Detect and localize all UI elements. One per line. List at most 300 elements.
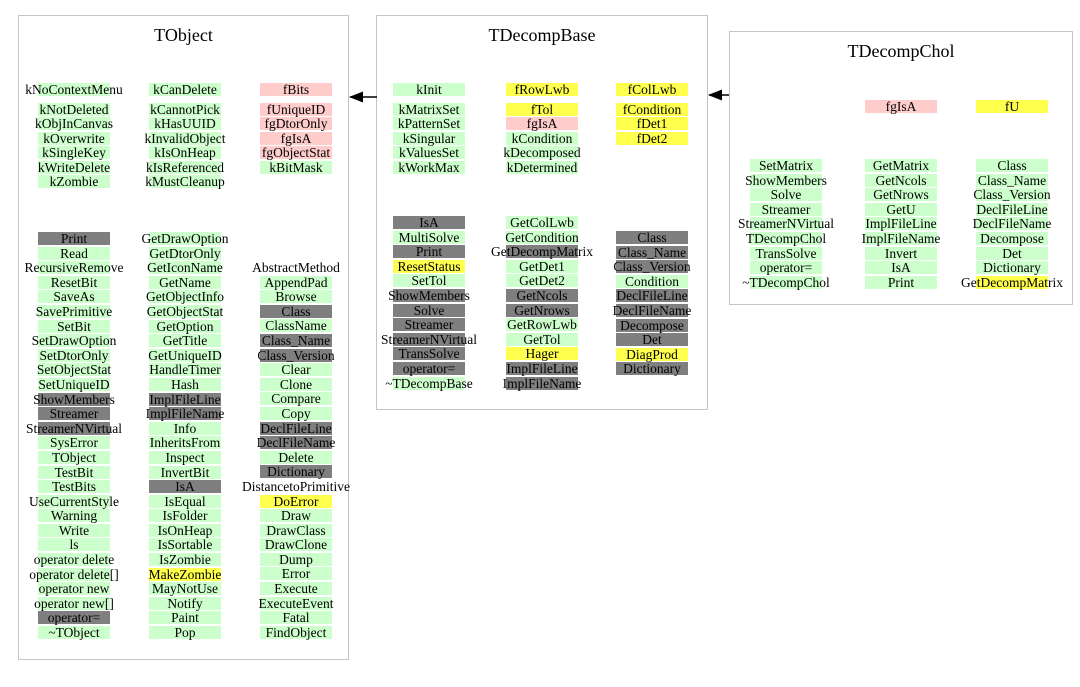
member-cell-label: fTol (530, 101, 554, 117)
method-cell[interactable] (38, 407, 110, 420)
member-cell[interactable] (149, 83, 221, 96)
member-cell[interactable] (260, 146, 332, 159)
method-cell[interactable] (38, 466, 110, 479)
method-cell[interactable] (149, 393, 221, 406)
method-cell-label: IsA (419, 215, 439, 230)
method-cell[interactable] (38, 451, 110, 464)
method-cell[interactable] (38, 232, 110, 245)
method-cell-label: GetNcols (875, 172, 927, 188)
method-cell-label: TransSolve (398, 346, 460, 362)
method-cell[interactable] (381, 331, 477, 347)
method-cell-label: Dictionary (623, 361, 681, 377)
method-cell[interactable] (149, 422, 221, 435)
method-cell-label: GetDrawOption (141, 231, 229, 246)
class-box-tdecompbase (376, 15, 708, 410)
member-cell[interactable] (976, 100, 1048, 113)
method-cell[interactable] (260, 407, 332, 420)
method-cell-label: IsA (175, 479, 195, 495)
method-cell-label: TDecompChol (745, 230, 827, 246)
method-cell[interactable] (149, 247, 221, 260)
method-cell-label: Print (887, 274, 915, 290)
method-cell[interactable] (972, 216, 1052, 232)
method-cell[interactable] (26, 420, 122, 436)
member-cell[interactable] (146, 159, 224, 175)
method-cell-label: HandleTimer (149, 362, 221, 378)
method-cell-label: StreamerNVirtual (738, 216, 834, 232)
method-cell-label: DeclFileLine (260, 420, 332, 436)
member-cell[interactable] (260, 83, 332, 96)
method-cell[interactable] (976, 174, 1048, 187)
method-cell[interactable] (29, 566, 119, 582)
method-cell[interactable] (742, 274, 830, 290)
member-cell[interactable] (393, 103, 465, 116)
method-cell[interactable] (616, 348, 688, 361)
method-cell[interactable] (506, 304, 578, 317)
method-cell-label: IsEqual (164, 493, 206, 509)
method-cell[interactable] (260, 392, 332, 405)
method-cell-label: DeclFileName (972, 216, 1052, 232)
member-cell-label: kZombie (49, 174, 99, 190)
method-cell[interactable] (750, 188, 822, 201)
method-cell[interactable] (976, 261, 1048, 274)
method-cell[interactable] (506, 347, 578, 360)
member-cell-label: kMustCleanup (145, 174, 225, 190)
method-cell-label: Pop (174, 625, 196, 641)
method-cell[interactable] (149, 261, 221, 274)
class-title-tdecompbase[interactable]: TDecompBase (488, 25, 596, 45)
member-cell-label: fCondition (622, 101, 682, 117)
member-cell-label: kInvalidObject (144, 130, 226, 146)
member-cell[interactable] (260, 161, 332, 174)
method-cell-label: DrawClass (266, 522, 326, 538)
method-cell-label: ShowMembers (388, 287, 470, 303)
method-cell-label: IsOnHeap (157, 522, 213, 538)
member-cell[interactable] (38, 161, 110, 174)
member-cell-label: fUniqueID (266, 101, 326, 117)
method-cell-label: GetNrows (873, 187, 929, 203)
method-cell[interactable] (149, 334, 221, 347)
method-cell-label: DiagProd (626, 346, 678, 362)
method-cell[interactable] (260, 611, 332, 624)
method-cell[interactable] (145, 406, 225, 422)
method-cell[interactable] (149, 451, 221, 464)
method-cell-label: GetUniqueID (148, 347, 222, 363)
inheritance-arrow-tdecompchol-to-tdecompbase (704, 86, 731, 104)
method-cell-label: ShowMembers (33, 391, 115, 407)
member-cell[interactable] (38, 103, 110, 116)
member-cell[interactable] (506, 83, 578, 96)
method-cell[interactable] (149, 568, 221, 581)
member-cell[interactable] (506, 132, 578, 145)
method-cell[interactable] (393, 231, 465, 244)
member-cell-label: kCannotPick (150, 101, 220, 117)
method-cell[interactable] (149, 611, 221, 624)
method-cell-label: Clear (281, 362, 311, 378)
method-cell-label: operator delete[] (29, 566, 119, 582)
method-cell-label: AppendPad (264, 274, 328, 290)
method-cell[interactable] (260, 582, 332, 595)
method-cell[interactable] (976, 232, 1048, 245)
method-cell-label: SavePrimitive (35, 303, 113, 319)
method-cell-label: StreamerNVirtual (26, 420, 122, 436)
method-cell-label: GetDtorOnly (149, 245, 221, 261)
method-cell[interactable] (865, 261, 937, 274)
method-cell-label: Compare (271, 391, 321, 407)
class-box-tdecompchol (729, 31, 1073, 305)
method-cell[interactable] (961, 274, 1063, 290)
method-cell[interactable] (506, 333, 578, 346)
method-cell-label: Clone (279, 376, 313, 392)
member-cell[interactable] (149, 146, 221, 159)
method-cell[interactable] (149, 597, 221, 610)
method-cell-label: Decompose (620, 317, 684, 333)
method-cell[interactable] (750, 247, 822, 260)
member-cell-label: fDet2 (636, 130, 668, 146)
method-cell[interactable] (149, 538, 221, 551)
method-cell[interactable] (393, 260, 465, 273)
tdecompbase-methods-column-3 (582, 231, 722, 377)
method-cell[interactable] (616, 275, 688, 288)
method-cell[interactable] (750, 203, 822, 216)
method-cell-label: Inspect (165, 449, 205, 465)
method-cell[interactable] (506, 216, 578, 229)
method-cell[interactable] (750, 159, 822, 172)
method-cell[interactable] (616, 362, 688, 375)
method-cell[interactable] (393, 304, 465, 317)
method-cell-label: UseCurrentStyle (29, 493, 119, 509)
method-cell-label: Info (173, 420, 197, 436)
member-cell[interactable] (616, 132, 688, 145)
method-cell[interactable] (616, 289, 688, 302)
method-cell[interactable] (616, 231, 688, 244)
member-cell[interactable] (38, 175, 110, 188)
method-cell[interactable] (976, 159, 1048, 172)
method-cell[interactable] (35, 303, 113, 319)
method-cell-label: GetU (886, 201, 916, 217)
method-cell[interactable] (149, 320, 221, 333)
member-cell-label: fBits (282, 82, 310, 97)
method-cell[interactable] (149, 349, 221, 362)
member-cell-label: kSingular (402, 130, 456, 146)
method-cell-label: ~TDecompBase (385, 375, 473, 391)
member-cell[interactable] (506, 103, 578, 116)
method-cell[interactable] (506, 260, 578, 273)
method-cell[interactable] (38, 538, 110, 551)
method-cell-label: GetNrows (514, 302, 570, 318)
method-cell[interactable] (502, 375, 582, 391)
member-cell[interactable] (393, 146, 465, 159)
method-cell-label: GetOption (156, 318, 214, 334)
method-cell[interactable] (976, 247, 1048, 260)
method-cell[interactable] (38, 509, 110, 522)
class-box-tobject (18, 15, 349, 660)
method-cell[interactable] (260, 276, 332, 289)
method-cell[interactable] (393, 347, 465, 360)
method-cell[interactable] (260, 567, 332, 580)
member-cell[interactable] (149, 117, 221, 130)
method-cell[interactable] (491, 244, 593, 260)
method-cell[interactable] (260, 597, 332, 610)
method-cell[interactable] (149, 363, 221, 376)
member-cell[interactable] (38, 146, 110, 159)
method-cell-label: SetBit (57, 318, 91, 334)
method-cell-label: GetRowLwb (507, 317, 577, 333)
method-cell-label: IsSortable (157, 537, 213, 553)
method-cell-label: operator= (402, 360, 456, 376)
method-cell[interactable] (38, 436, 110, 449)
method-cell[interactable] (38, 378, 110, 391)
method-cell[interactable] (388, 287, 470, 303)
method-cell-label: SetUniqueID (38, 376, 110, 392)
method-cell[interactable] (242, 478, 350, 494)
member-cell-label: kDetermined (506, 159, 578, 175)
method-cell[interactable] (38, 290, 110, 303)
method-cell-label: Class (637, 230, 667, 245)
method-cell[interactable] (865, 247, 937, 260)
method-cell[interactable] (506, 274, 578, 287)
method-cell[interactable] (385, 375, 473, 391)
method-cell[interactable] (506, 318, 578, 331)
member-cell[interactable] (38, 132, 110, 145)
method-cell[interactable] (745, 230, 827, 246)
method-cell[interactable] (506, 289, 578, 302)
method-cell[interactable] (260, 334, 332, 347)
method-cell[interactable] (616, 319, 688, 332)
method-cell-label: SaveAs (53, 289, 95, 305)
method-cell-label: DeclFileLine (976, 201, 1048, 217)
method-cell-label: ExecuteEvent (258, 595, 334, 611)
method-cell[interactable] (34, 595, 114, 611)
method-cell-label: Streamer (761, 201, 811, 217)
method-cell[interactable] (260, 422, 332, 435)
method-cell[interactable] (506, 231, 578, 244)
member-cell-label: kPatternSet (397, 116, 461, 132)
member-cell[interactable] (144, 130, 226, 146)
method-cell[interactable] (976, 203, 1048, 216)
method-cell-label: ImplFileLine (506, 360, 578, 376)
method-cell[interactable] (865, 217, 937, 230)
method-cell[interactable] (31, 333, 117, 349)
member-cell[interactable] (260, 117, 332, 130)
method-cell-label: Browse (275, 289, 317, 305)
method-cell[interactable] (149, 466, 221, 479)
method-cell-label: Warning (50, 508, 98, 524)
method-cell[interactable] (149, 509, 221, 522)
method-cell[interactable] (612, 302, 692, 318)
method-cell-label: Class_Name (617, 244, 687, 260)
method-cell[interactable] (260, 553, 332, 566)
method-cell[interactable] (149, 524, 221, 537)
member-cell[interactable] (393, 132, 465, 145)
method-cell[interactable] (260, 626, 332, 639)
method-cell[interactable] (393, 274, 465, 287)
method-cell-label: IsA (891, 260, 911, 276)
member-cell-label: kBitMask (269, 159, 323, 175)
method-cell-label: InheritsFrom (149, 435, 221, 451)
method-cell[interactable] (149, 378, 221, 391)
class-title-tdecompchol[interactable]: TDecompChol (847, 41, 955, 61)
method-cell[interactable] (38, 349, 110, 362)
method-cell-label: TestBit (54, 464, 94, 480)
method-cell[interactable] (260, 363, 332, 376)
method-cell[interactable] (252, 260, 340, 275)
method-cell[interactable] (260, 538, 332, 551)
member-cell-label: kIsReferenced (146, 159, 224, 175)
method-cell[interactable] (149, 626, 221, 639)
method-cell[interactable] (38, 276, 110, 289)
method-cell-label: SetDrawOption (31, 333, 117, 349)
method-cell[interactable] (865, 188, 937, 201)
method-cell[interactable] (141, 231, 229, 246)
method-cell[interactable] (260, 495, 332, 508)
method-cell-label: ResetBit (50, 274, 98, 290)
member-cell-label: fColLwb (627, 82, 677, 97)
method-cell[interactable] (149, 582, 221, 595)
method-cell-label: ImplFileName (145, 406, 225, 422)
method-cell-label: DrawClone (264, 537, 328, 553)
method-cell[interactable] (33, 391, 115, 407)
method-cell-label: TestBits (51, 479, 97, 495)
method-cell[interactable] (38, 247, 110, 260)
method-cell-label: GetDecompMatrix (961, 274, 1063, 290)
member-cell[interactable] (393, 83, 465, 96)
member-cell[interactable] (145, 174, 225, 190)
method-cell[interactable] (260, 305, 332, 318)
member-cell-label: fDet1 (636, 116, 668, 132)
member-cell[interactable] (149, 103, 221, 116)
method-cell-label: Fatal (282, 610, 310, 626)
method-cell-label: DistancetoPrimitive (242, 478, 350, 494)
method-cell[interactable] (38, 524, 110, 537)
method-cell-label: InvertBit (160, 464, 210, 480)
member-cell[interactable] (393, 117, 465, 130)
member-cell[interactable] (506, 117, 578, 130)
method-cell[interactable] (861, 230, 941, 246)
method-cell[interactable] (865, 159, 937, 172)
method-cell[interactable] (146, 303, 224, 319)
method-cell-label: Notify (167, 595, 203, 611)
method-cell[interactable] (865, 276, 937, 289)
member-cell[interactable] (260, 132, 332, 145)
method-cell-label: MakeZombie (148, 566, 222, 582)
method-cell[interactable] (33, 552, 115, 568)
method-cell[interactable] (38, 363, 110, 376)
method-cell[interactable] (38, 611, 110, 624)
member-cell[interactable] (393, 161, 465, 174)
method-cell[interactable] (616, 246, 688, 259)
method-cell-label: ls (69, 537, 79, 553)
method-cell[interactable] (393, 216, 465, 229)
member-cell[interactable] (616, 117, 688, 130)
method-cell[interactable] (738, 216, 834, 232)
member-cell-label: kWorkMax (398, 159, 460, 175)
member-cell[interactable] (503, 145, 581, 161)
member-cell-label: kWriteDelete (37, 159, 111, 175)
method-cell[interactable] (260, 319, 332, 332)
member-cell-label: kCanDelete (153, 82, 217, 97)
method-cell-label: Class_Version (973, 187, 1051, 203)
method-cell[interactable] (865, 203, 937, 216)
method-cell[interactable] (149, 495, 221, 508)
member-cell-label: fU (1004, 99, 1020, 114)
member-cell[interactable] (506, 161, 578, 174)
method-cell[interactable] (146, 289, 224, 305)
method-cell[interactable] (149, 276, 221, 289)
member-cell-label: kInit (416, 82, 442, 97)
member-cell[interactable] (35, 116, 113, 132)
method-cell-label: Solve (770, 187, 802, 203)
method-cell[interactable] (613, 259, 691, 275)
method-cell-label: GetTitle (162, 333, 208, 349)
method-cell[interactable] (393, 362, 465, 375)
member-cell[interactable] (260, 103, 332, 116)
method-cell-label: GetDet1 (519, 258, 565, 274)
method-cell[interactable] (260, 290, 332, 303)
method-cell[interactable] (750, 261, 822, 274)
method-cell-label: RecursiveRemove (24, 260, 124, 276)
method-cell[interactable] (616, 333, 688, 346)
method-cell[interactable] (38, 320, 110, 333)
method-cell[interactable] (973, 187, 1051, 203)
member-cell-label: kCondition (511, 130, 573, 146)
method-cell[interactable] (256, 435, 336, 451)
method-cell[interactable] (24, 260, 124, 276)
member-cell-label: fgIsA (280, 130, 312, 146)
method-cell-label: Class_Version (257, 347, 335, 363)
method-cell[interactable] (149, 553, 221, 566)
method-cell-label: DoError (273, 493, 319, 509)
method-cell[interactable] (260, 509, 332, 522)
method-cell-label: Det (1002, 245, 1022, 261)
method-cell-label: GetTol (523, 331, 561, 347)
method-cell-label: Execute (274, 581, 318, 597)
method-cell-label: Error (281, 566, 311, 582)
method-cell[interactable] (38, 480, 110, 493)
method-cell-label: FindObject (265, 624, 327, 640)
method-cell[interactable] (29, 493, 119, 509)
method-cell-label: Class (997, 158, 1027, 173)
member-cell[interactable] (616, 83, 688, 96)
method-cell[interactable] (393, 245, 465, 258)
member-cell[interactable] (25, 82, 123, 97)
method-cell[interactable] (149, 480, 221, 493)
method-cell[interactable] (260, 451, 332, 464)
method-cell[interactable] (38, 582, 110, 595)
method-cell-label: Hager (525, 346, 559, 362)
method-cell[interactable] (865, 174, 937, 187)
method-cell[interactable] (393, 318, 465, 331)
method-cell-label: Streamer (49, 406, 99, 422)
member-cell[interactable] (616, 103, 688, 116)
method-cell-label: ImplFileName (502, 375, 582, 391)
method-cell[interactable] (260, 378, 332, 391)
method-cell[interactable] (257, 347, 335, 363)
method-cell[interactable] (260, 465, 332, 478)
member-cell-label: fRowLwb (514, 82, 570, 97)
member-cell-label: kDecomposed (503, 145, 581, 161)
member-cell[interactable] (865, 100, 937, 113)
method-cell[interactable] (260, 524, 332, 537)
method-cell[interactable] (745, 172, 827, 188)
method-cell-label: GetName (159, 274, 211, 290)
method-cell[interactable] (149, 436, 221, 449)
method-cell-label: GetDecompMatrix (491, 244, 593, 260)
class-title-tobject[interactable]: TObject (154, 25, 213, 45)
method-cell-label: operator delete (33, 552, 115, 568)
method-cell[interactable] (38, 626, 110, 639)
member-cell-label: fgDtorOnly (264, 116, 328, 132)
method-cell[interactable] (506, 362, 578, 375)
